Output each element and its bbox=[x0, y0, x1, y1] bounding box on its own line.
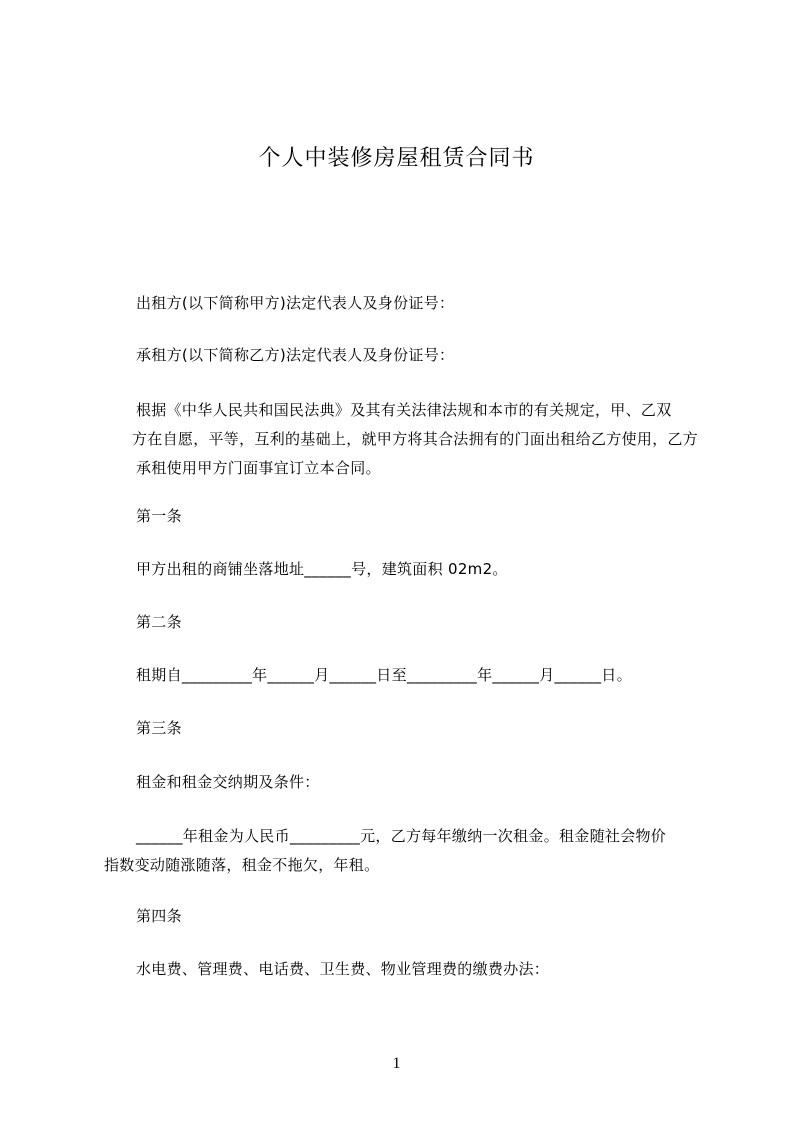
preamble-paragraph bbox=[132, 396, 716, 483]
document-title: 个人中装修房屋租赁合同书 bbox=[258, 146, 535, 171]
article-2-text: 租期自_________年______月______日至_________年______月______日。 bbox=[136, 666, 632, 684]
article-3-line: 指数变动随涨随落，租金不拖欠，年租。 bbox=[104, 856, 380, 874]
page-number: 1 bbox=[392, 1055, 401, 1072]
lessor-line: 出租方(以下简称甲方)法定代表人及身份证号： bbox=[136, 294, 455, 312]
preamble-line: 承租使用甲方门面事宜订立本合同。 bbox=[136, 459, 381, 477]
article-4-heading: 第四条 bbox=[136, 907, 182, 925]
lessee-line: 承租方(以下简称乙方)法定代表人及身份证号： bbox=[136, 346, 455, 364]
preamble-line: 根据《中华人民共和国民法典》及其有关法律法规和本市的有关规定，甲、乙双 bbox=[136, 401, 672, 419]
article-1-heading: 第一条 bbox=[136, 507, 182, 525]
preamble-line: 方在自愿，平等，互利的基础上，就甲方将其合法拥有的门面出租给乙方使用，乙方 bbox=[132, 430, 699, 448]
article-3-line: ______年租金为人民币_________元，乙方每年缴纳一次租金。租金随社会物价 bbox=[136, 827, 667, 845]
article-1-text: 甲方出租的商铺坐落地址______号，建筑面积 02m2。 bbox=[136, 560, 508, 578]
article-3-paragraph bbox=[104, 822, 714, 880]
article-3-heading: 第三条 bbox=[136, 719, 182, 737]
article-2-heading: 第二条 bbox=[136, 613, 182, 631]
article-3-subheading: 租金和租金交纳期及条件： bbox=[136, 773, 320, 791]
article-4-text: 水电费、管理费、电话费、卫生费、物业管理费的缴费办法： bbox=[136, 960, 550, 978]
